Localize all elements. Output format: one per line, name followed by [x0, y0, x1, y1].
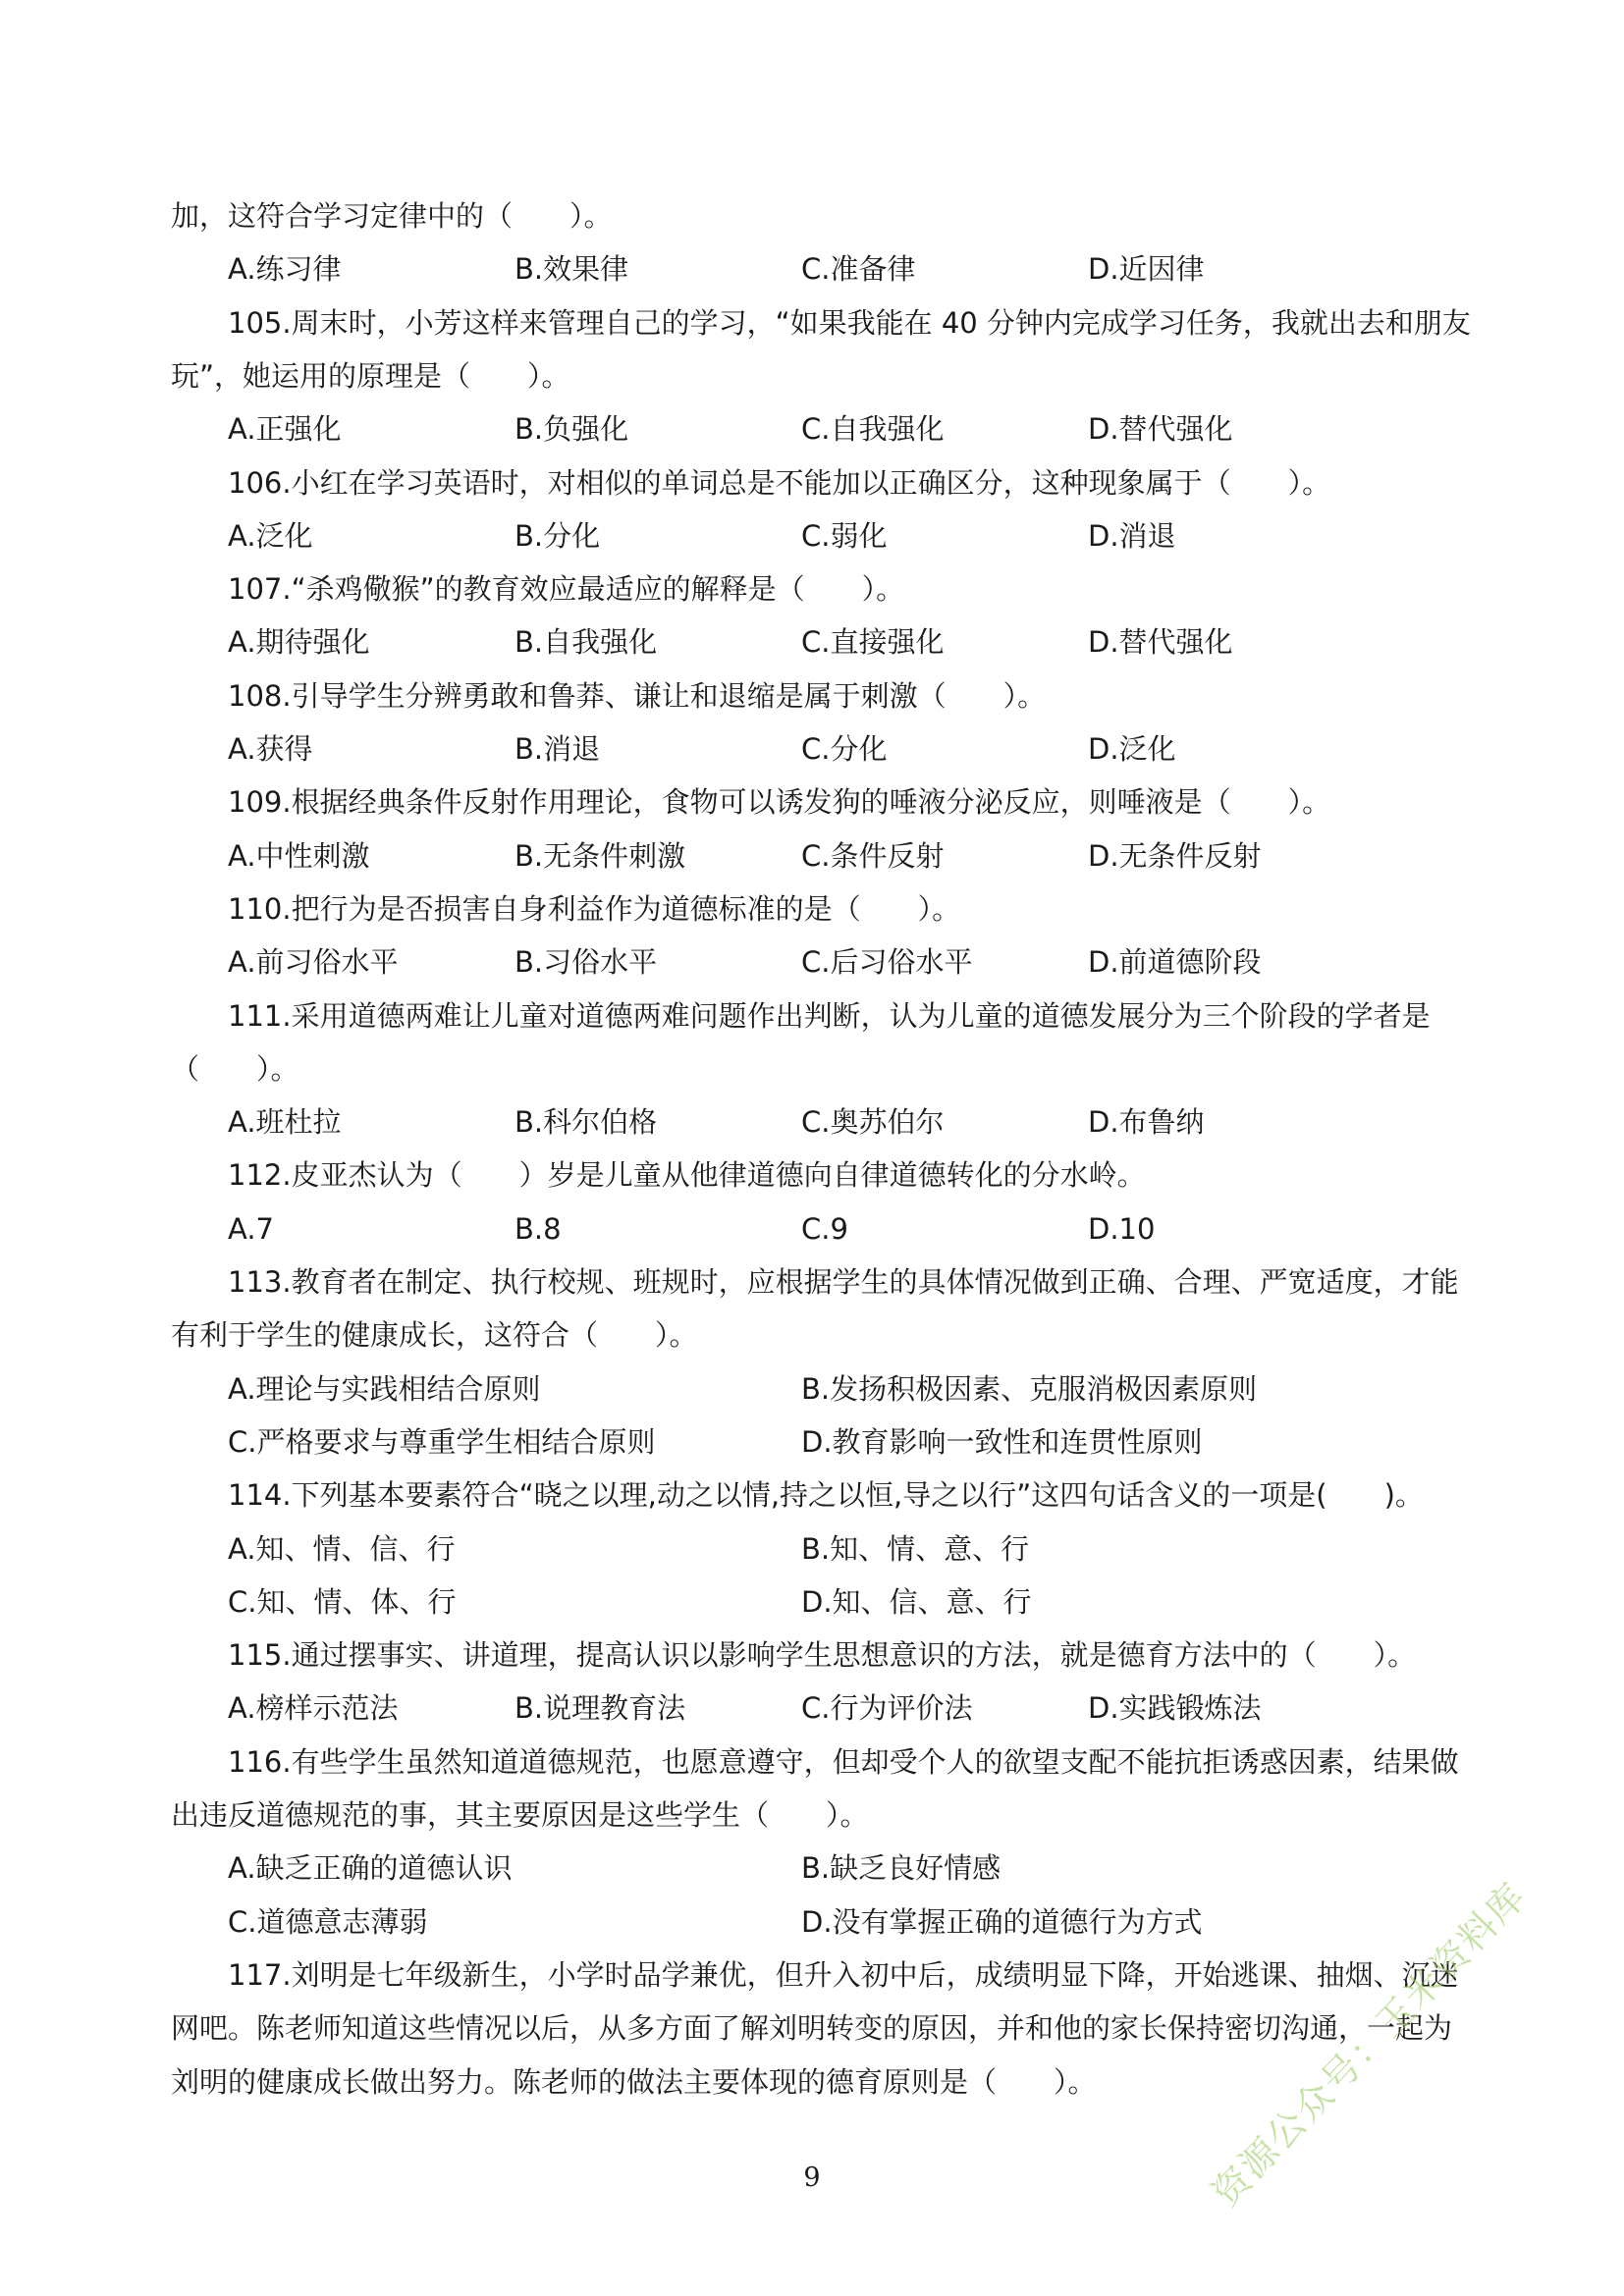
question-stem: 108.引导学生分辨勇敢和鲁莽、谦让和退缩是属于刺激（ ）。 [228, 679, 1047, 713]
answer-option: C.条件反射 [801, 839, 945, 873]
answer-option: B.缺乏良好情感 [801, 1851, 1001, 1885]
answer-option: C.自我强化 [801, 412, 945, 446]
answer-option: C.准备律 [801, 252, 916, 286]
answer-option: D.10 [1088, 1212, 1156, 1246]
answer-option: B.效果律 [514, 252, 629, 286]
answer-option: A.缺乏正确的道德认识 [228, 1851, 513, 1885]
question-stem: 111.采用道德两难让儿童对道德两难问题作出判断，认为儿童的道德发展分为三个阶段的学者是 [228, 999, 1431, 1033]
answer-option: C.后习俗水平 [801, 945, 973, 979]
answer-option: A.前习俗水平 [228, 945, 399, 979]
question-stem: 106.小红在学习英语时，对相似的单词总是不能加以正确区分，这种现象属于（ ）。 [228, 466, 1331, 500]
answer-option: D.替代强化 [1088, 625, 1233, 659]
watermark: 资源公众号：玉米资料库 [1203, 1874, 1536, 2216]
question-text-continued: 加，这符合学习定律中的（ ）。 [171, 199, 613, 233]
question-text-continued: 有利于学生的健康成长，这符合（ ）。 [171, 1318, 698, 1352]
answer-option: D.知、信、意、行 [801, 1585, 1032, 1619]
question-stem: 107.“杀鸡儆猴”的教育效应最适应的解释是（ ）。 [228, 572, 905, 606]
answer-option: B.科尔伯格 [514, 1105, 658, 1139]
answer-option: B.习俗水平 [514, 945, 658, 979]
question-stem: 109.根据经典条件反射作用理论，食物可以诱发狗的唾液分泌反应，则唾液是（ ）。 [228, 785, 1331, 819]
answer-option: A.知、情、信、行 [228, 1532, 456, 1566]
question-text-continued: 玩”，她运用的原理是（ ）。 [171, 359, 570, 393]
answer-option: A.理论与实践相结合原则 [228, 1372, 541, 1406]
answer-option: A.班杜拉 [228, 1105, 342, 1139]
answer-option: A.中性刺激 [228, 839, 370, 873]
question-text-continued: 刘明的健康成长做出努力。陈老师的做法主要体现的德育原则是（ ）。 [171, 2065, 1097, 2099]
answer-option: C.分化 [801, 732, 888, 766]
answer-option: A.练习律 [228, 252, 342, 286]
answer-option: D.实践锻炼法 [1088, 1691, 1262, 1725]
page-number: 9 [803, 2163, 821, 2193]
answer-option: A.期待强化 [228, 625, 370, 659]
question-stem: 115.通过摆事实、讲道理，提高认识以影响学生思想意识的方法，就是德育方法中的（ ）。 [228, 1638, 1417, 1672]
answer-option: D.布鲁纳 [1088, 1105, 1205, 1139]
question-stem: 112.皮亚杰认为（ ）岁是儿童从他律道德向自律道德转化的分水岭。 [228, 1158, 1146, 1192]
answer-option: D.消退 [1088, 519, 1176, 553]
answer-option: B.消退 [514, 732, 601, 766]
answer-option: B.分化 [514, 519, 601, 553]
answer-option: B.说理教育法 [514, 1691, 686, 1725]
question-stem: 105.周末时，小芳这样来管理自己的学习，“如果我能在 40 分钟内完成学习任务，我就出去和朋友 [228, 306, 1471, 340]
answer-option: C.知、情、体、行 [228, 1585, 457, 1619]
answer-option: C.直接强化 [801, 625, 945, 659]
answer-option: B.自我强化 [514, 625, 658, 659]
answer-option: C.奥苏伯尔 [801, 1105, 945, 1139]
answer-option: D.替代强化 [1088, 412, 1233, 446]
answer-option: B.负强化 [514, 412, 629, 446]
answer-option: D.近因律 [1088, 252, 1205, 286]
question-stem: 117.刘明是七年级新生，小学时品学兼优，但升入初中后，成绩明显下降，开始逃课、抽烟、沉迷 [228, 1958, 1459, 1992]
answer-option: D.前道德阶段 [1088, 945, 1262, 979]
answer-option: C.严格要求与尊重学生相结合原则 [228, 1425, 656, 1459]
question-text-continued: （ ）。 [171, 1052, 299, 1086]
answer-option: D.教育影响一致性和连贯性原则 [801, 1425, 1203, 1459]
answer-option: B.知、情、意、行 [801, 1532, 1030, 1566]
answer-option: B.发扬积极因素、克服消极因素原则 [801, 1372, 1258, 1406]
question-text-continued: 网吧。陈老师知道这些情况以后，从多方面了解刘明转变的原因，并和他的家长保持密切沟通，一起为 [171, 2011, 1453, 2045]
question-stem: 113.教育者在制定、执行校规、班规时，应根据学生的具体情况做到正确、合理、严宽适度，才能 [228, 1265, 1459, 1299]
answer-option: A.泛化 [228, 519, 313, 553]
answer-option: A.获得 [228, 732, 313, 766]
answer-option: D.泛化 [1088, 732, 1176, 766]
question-text-continued: 出违反道德规范的事，其主要原因是这些学生（ ）。 [171, 1798, 869, 1832]
question-stem: 110.把行为是否损害自身利益作为道德标准的是（ ）。 [228, 892, 961, 926]
answer-option: C.道德意志薄弱 [228, 1905, 428, 1939]
answer-option: D.无条件反射 [1088, 839, 1262, 873]
answer-option: D.没有掌握正确的道德行为方式 [801, 1905, 1203, 1939]
question-stem: 116.有些学生虽然知道道德规范，也愿意遵守，但却受个人的欲望支配不能抗拒诱惑因素，结果做 [228, 1745, 1459, 1779]
answer-option: C.9 [801, 1212, 848, 1246]
answer-option: C.弱化 [801, 519, 888, 553]
answer-option: A.正强化 [228, 412, 342, 446]
answer-option: B.8 [514, 1212, 562, 1246]
answer-option: A.7 [228, 1212, 274, 1246]
question-stem: 114.下列基本要素符合“晓之以理,动之以情,持之以恒,导之以行”这四句话含义的一项是( )。 [228, 1478, 1424, 1512]
answer-option: A.榜样示范法 [228, 1691, 399, 1725]
answer-option: B.无条件刺激 [514, 839, 686, 873]
answer-option: C.行为评价法 [801, 1691, 973, 1725]
